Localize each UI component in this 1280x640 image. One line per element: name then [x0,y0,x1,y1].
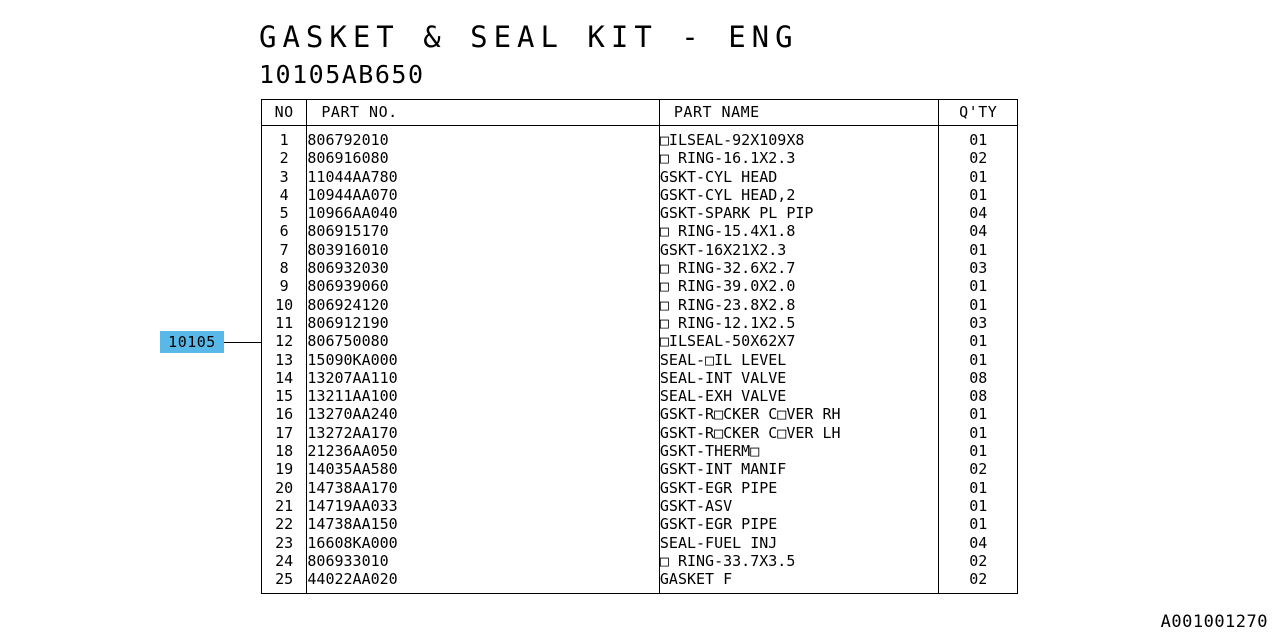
cell-part-no: 10944AA070 [307,186,660,204]
cell-part-name: GSKT-R□CKER C□VER LH [659,424,939,442]
cell-qty: 01 [969,442,988,461]
parts-table-body [262,126,1017,594]
table-row[interactable] [262,387,1017,405]
cell-part-name: □ RING-32.6X2.7 [659,259,939,277]
table-row[interactable] [262,222,1017,240]
cell-qty: 08 [969,387,988,406]
cell-part-name: □ RING-39.0X2.0 [659,277,939,295]
cell-no: 9 [262,277,307,295]
cell-no: 11 [262,314,307,332]
cell-part-name: GSKT-SPARK PL PIP [659,204,939,222]
table-row[interactable] [262,570,1017,593]
cell-part-name: □ RING-12.1X2.5 [659,314,939,332]
cell-qty: 01 [969,240,988,259]
cell-part-no: 10966AA040 [307,204,660,222]
cell-part-name: GASKET F [659,570,939,593]
cell-part-no: 806792010 [307,126,660,150]
cell-part-no: 806924120 [307,296,660,314]
table-row[interactable] [262,259,1017,277]
cell-qty: 01 [969,277,988,296]
cell-part-no: 11044AA780 [307,168,660,186]
table-row[interactable] [262,369,1017,387]
cell-part-no: 14738AA170 [307,479,660,497]
cell-part-name: GSKT-R□CKER C□VER RH [659,405,939,423]
cell-no: 17 [262,424,307,442]
header-qty: Q'TY [939,100,1017,126]
cell-part-name: □ RING-15.4X1.8 [659,222,939,240]
kit-part-number: 10105AB650 [259,60,425,89]
cell-no: 4 [262,186,307,204]
cell-no: 22 [262,515,307,533]
cell-qty: 01 [969,131,988,149]
cell-part-name: GSKT-ASV [659,497,939,515]
cell-part-no: 806932030 [307,259,660,277]
cell-no: 19 [262,460,307,478]
cell-part-name: □ RING-33.7X3.5 [659,552,939,570]
cell-no: 21 [262,497,307,515]
table-row[interactable] [262,314,1017,332]
diagram-callout-label: 10105 [168,333,216,351]
cell-part-name: GSKT-CYL HEAD,2 [659,186,939,204]
cell-no: 23 [262,534,307,552]
cell-qty: 01 [969,405,988,424]
table-row[interactable] [262,332,1017,350]
parts-table-header [262,100,1017,126]
cell-qty: 02 [969,460,988,479]
cell-qty: 04 [969,533,988,552]
table-row[interactable] [262,552,1017,570]
cell-no: 6 [262,222,307,240]
cell-qty: 03 [969,313,988,332]
table-row[interactable] [262,277,1017,295]
cell-part-name: □ RING-16.1X2.3 [659,149,939,167]
cell-no: 2 [262,149,307,167]
cell-part-name: GSKT-THERM□ [659,442,939,460]
cell-part-name: GSKT-16X21X2.3 [659,241,939,259]
cell-part-name: GSKT-EGR PIPE [659,515,939,533]
cell-no: 24 [262,552,307,570]
table-row[interactable] [262,126,1017,150]
table-row[interactable] [262,424,1017,442]
cell-part-name: SEAL-EXH VALVE [659,387,939,405]
cell-no: 1 [262,126,307,150]
cell-qty: 01 [969,295,988,314]
cell-part-no: 21236AA050 [307,442,660,460]
table-row[interactable] [262,460,1017,478]
cell-qty: 01 [969,185,988,204]
table-row[interactable] [262,241,1017,259]
cell-qty: 02 [969,551,988,570]
cell-part-name: □ILSEAL-92X109X8 [659,126,939,150]
cell-qty: 01 [969,515,988,534]
cell-no: 20 [262,479,307,497]
table-row[interactable] [262,497,1017,515]
cell-qty: 01 [969,496,988,515]
cell-no: 16 [262,405,307,423]
table-row[interactable] [262,515,1017,533]
cell-qty: 02 [969,149,988,168]
cell-no: 8 [262,259,307,277]
cell-part-no: 13270AA240 [307,405,660,423]
table-row[interactable] [262,351,1017,369]
cell-no: 5 [262,204,307,222]
cell-qty: 01 [969,350,988,369]
table-row[interactable] [262,186,1017,204]
cell-part-name: SEAL-INT VALVE [659,369,939,387]
cell-no: 12 [262,332,307,350]
cell-no: 3 [262,168,307,186]
cell-no: 10 [262,296,307,314]
cell-part-no: 806912190 [307,314,660,332]
cell-part-no: 14035AA580 [307,460,660,478]
cell-part-name: GSKT-EGR PIPE [659,479,939,497]
cell-no: 25 [262,570,307,593]
cell-no: 18 [262,442,307,460]
header-part-name: PART NAME [659,100,939,126]
parts-table [262,100,1017,593]
cell-part-no: 14738AA150 [307,515,660,533]
cell-part-no: 806915170 [307,222,660,240]
cell-part-name: GSKT-INT MANIF [659,460,939,478]
table-header-row [262,100,1017,126]
cell-part-no: 14719AA033 [307,497,660,515]
cell-part-no: 15090KA000 [307,351,660,369]
cell-part-name: □ RING-23.8X2.8 [659,296,939,314]
cell-qty: 03 [969,259,988,278]
cell-part-no: 13211AA100 [307,387,660,405]
cell-no: 14 [262,369,307,387]
cell-qty: 08 [969,368,988,387]
cell-qty: 01 [969,423,988,442]
diagram-callout-leader-line [224,342,262,343]
table-row[interactable] [262,479,1017,497]
cell-part-no: 806750080 [307,332,660,350]
cell-part-no: 806933010 [307,552,660,570]
cell-no: 7 [262,241,307,259]
table-row[interactable] [262,405,1017,423]
cell-qty: 01 [969,478,988,497]
cell-part-name: □ILSEAL-50X62X7 [659,332,939,350]
cell-qty: 01 [969,167,988,186]
page-title: GASKET & SEAL KIT - ENG [259,20,799,54]
table-row[interactable] [262,442,1017,460]
cell-no: 15 [262,387,307,405]
cell-part-no: 16608KA000 [307,534,660,552]
cell-part-no: 13207AA110 [307,369,660,387]
cell-part-name: SEAL-□IL LEVEL [659,351,939,369]
header-no: NO [262,100,307,126]
table-row[interactable] [262,149,1017,167]
cell-part-no: 806916080 [307,149,660,167]
header-part-no: PART NO. [307,100,660,126]
cell-part-no: 13272AA170 [307,424,660,442]
cell-part-name: SEAL-FUEL INJ [659,534,939,552]
cell-no: 13 [262,351,307,369]
cell-qty: 01 [969,332,988,351]
table-row[interactable] [262,168,1017,186]
document-id: A001001270 [1160,612,1268,632]
cell-qty: 02 [969,570,988,589]
diagram-callout-10105[interactable] [160,331,224,353]
table-row[interactable] [262,534,1017,552]
cell-part-no: 806939060 [307,277,660,295]
cell-qty: 04 [969,222,988,241]
table-row[interactable] [262,204,1017,222]
cell-part-name: GSKT-CYL HEAD [659,168,939,186]
cell-part-no: 44022AA020 [307,570,660,593]
cell-qty: 04 [969,204,988,223]
table-row[interactable] [262,296,1017,314]
parts-table-container [261,99,1018,594]
cell-part-no: 803916010 [307,241,660,259]
